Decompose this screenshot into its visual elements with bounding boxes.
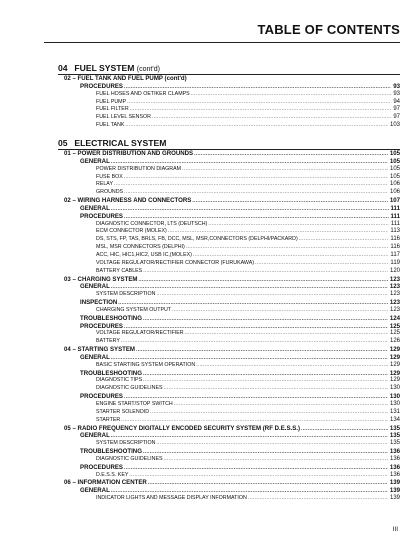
toc-entry[interactable] <box>58 448 400 456</box>
toc-entry-page: 136 <box>389 463 400 471</box>
dot-leader <box>182 166 388 174</box>
toc-entry-page: 130 <box>389 401 400 407</box>
toc-entry[interactable] <box>58 417 400 425</box>
dot-leader <box>148 480 388 488</box>
toc-entry-label: FUEL HOSES AND OETIKER CLAMPS <box>96 90 190 97</box>
toc-entry-page: 103 <box>389 122 400 129</box>
toc-entry[interactable] <box>58 205 400 213</box>
toc-entry[interactable] <box>58 213 400 221</box>
toc-entries <box>58 75 400 130</box>
toc-entry-page: 130 <box>389 385 400 392</box>
toc-entry-label: FUEL PUMP <box>96 98 127 105</box>
dot-leader <box>124 189 388 197</box>
toc-entry-page: 106 <box>389 181 400 188</box>
toc-entry[interactable] <box>58 440 400 448</box>
toc-entry-page: 123 <box>389 306 400 313</box>
toc-entry[interactable] <box>58 197 400 205</box>
toc-entry-label: POWER DISTRIBUTION DIAGRAM <box>96 165 182 172</box>
toc-entry-label: STARTER SOLENOID <box>96 408 150 415</box>
toc-entry[interactable] <box>58 432 400 440</box>
toc-entry-label: ECM CONNECTOR (MOLEX) <box>96 228 167 235</box>
toc-entry-label: 02 – FUEL TANK AND FUEL PUMP (cont'd) <box>64 75 187 82</box>
toc-entry-label: VOLTAGE REGULATOR/RECTIFIER CONNECTOR (FURUKAWA) <box>96 259 255 266</box>
toc-entry-page: 139 <box>389 479 400 487</box>
toc-entry-label: PROCEDURES <box>80 212 124 220</box>
toc-entry-label: 01 – POWER DISTRIBUTION AND GROUNDS <box>64 150 194 157</box>
toc-entry[interactable] <box>58 401 400 409</box>
dot-leader <box>168 228 389 236</box>
dot-leader <box>138 277 387 285</box>
toc-entry-label: RELAY <box>96 181 113 188</box>
toc-entry-page: 111 <box>390 204 400 212</box>
dot-leader <box>164 456 388 464</box>
toc-entry[interactable] <box>58 291 400 299</box>
section-number: 05 <box>58 138 68 148</box>
toc-entry[interactable] <box>58 174 400 182</box>
dot-leader <box>299 236 389 244</box>
toc-entry-page: 123 <box>389 283 400 291</box>
toc-section-fuel-system <box>58 63 400 130</box>
dot-leader <box>248 495 388 503</box>
toc-entry-page: 129 <box>389 369 400 377</box>
toc-entry[interactable] <box>58 393 400 401</box>
toc-entry-label: STARTER <box>96 416 121 423</box>
toc-entry[interactable] <box>58 150 400 158</box>
toc-entry[interactable] <box>58 166 400 174</box>
toc-entry[interactable] <box>58 106 400 114</box>
toc-entry-label: BASIC STARTING SYSTEM OPERATION <box>96 361 196 368</box>
toc-entry[interactable] <box>58 91 400 99</box>
dot-leader <box>143 316 388 324</box>
page-number: III <box>392 526 398 533</box>
toc-entry-label: GENERAL <box>80 204 110 212</box>
toc-entry[interactable] <box>58 236 400 244</box>
toc-entry[interactable] <box>58 472 400 480</box>
toc-entry-label: D.E.S.S. KEY <box>96 471 129 478</box>
toc-entry-label: GENERAL <box>80 487 110 495</box>
dot-leader <box>121 338 388 346</box>
toc-entry-label: GENERAL <box>80 432 110 440</box>
toc-entry-page: 97 <box>393 114 400 121</box>
section-heading <box>58 63 400 75</box>
toc-entry-page: 136 <box>389 471 400 478</box>
toc-entry-label: 04 – STARTING SYSTEM <box>64 346 135 354</box>
toc-entry-page: 116 <box>390 236 400 243</box>
toc-entry-label: TROUBLESHOOTING <box>80 314 142 322</box>
toc-entry-label: BATTERY <box>96 338 120 345</box>
dot-leader <box>152 114 391 122</box>
toc-entry[interactable] <box>58 487 400 495</box>
toc-entry-page: 126 <box>389 338 400 345</box>
toc-entry-label: PROCEDURES <box>80 463 124 471</box>
toc-entry[interactable] <box>58 189 400 197</box>
dot-leader <box>143 377 388 385</box>
section-number: 04 <box>58 63 68 73</box>
toc-entry-page: 131 <box>389 408 400 415</box>
toc-entry-page: 111 <box>390 220 400 227</box>
toc-entry-page: 105 <box>389 157 400 165</box>
dot-leader <box>129 472 388 480</box>
toc-entry-label: DIAGNOSTIC TIPS <box>96 377 143 384</box>
dot-leader <box>111 206 389 214</box>
toc-entry[interactable] <box>58 228 400 236</box>
toc-entry-label: TROUBLESHOOTING <box>80 448 142 456</box>
toc-entry-page: 125 <box>389 330 400 337</box>
toc-entry-page: 125 <box>389 322 400 330</box>
section-heading <box>58 138 400 150</box>
dot-leader <box>208 221 389 229</box>
toc-entry-page: 119 <box>390 259 400 266</box>
dot-leader <box>172 307 388 315</box>
toc-entry[interactable] <box>58 75 400 83</box>
toc-entry-label: ACC, HIC, HIC1,HIC2, USB IC,(MOLEX) <box>96 251 192 258</box>
toc-entry-page: 124 <box>389 314 400 322</box>
toc-entry-page: 134 <box>389 416 400 423</box>
section-title: FUEL SYSTEM <box>74 63 135 73</box>
toc-entry-page: 105 <box>389 165 400 172</box>
toc-entry[interactable] <box>58 354 400 362</box>
dot-leader <box>114 181 388 189</box>
toc-entry[interactable] <box>58 158 400 166</box>
toc-entry-label: GROUNDS <box>96 189 124 196</box>
dot-leader <box>156 291 388 299</box>
toc-entry-page: 120 <box>389 267 400 274</box>
toc-entry-page: 93 <box>393 82 400 90</box>
toc-entry-label: FUEL TANK <box>96 122 125 129</box>
dot-leader <box>193 252 388 260</box>
toc-entry[interactable] <box>58 409 400 417</box>
toc-section-electrical-system <box>58 138 400 503</box>
toc-entry-page: 136 <box>389 455 400 462</box>
toc-entry-page: 129 <box>389 353 400 361</box>
toc-entry[interactable] <box>58 122 400 130</box>
toc-entry[interactable] <box>58 260 400 268</box>
toc-entry[interactable] <box>58 385 400 393</box>
section-suffix: (cont'd) <box>136 66 160 73</box>
dot-leader <box>186 244 389 252</box>
toc-entry[interactable] <box>58 377 400 385</box>
toc-entry-page: 107 <box>389 197 400 205</box>
toc-entry[interactable] <box>58 252 400 260</box>
toc-entry-label: BATTERY CABLES <box>96 267 143 274</box>
toc-entry-label: 06 – INFORMATION CENTER <box>64 479 147 487</box>
toc-entry-page: 129 <box>389 346 400 354</box>
dot-leader <box>255 260 388 268</box>
dot-leader <box>121 417 388 425</box>
dot-leader <box>125 122 388 130</box>
toc-entry-label: GENERAL <box>80 157 110 165</box>
dot-leader <box>191 91 392 99</box>
toc-entry-label: FUSE BOX <box>96 173 123 180</box>
toc-entry-label: INDICATOR LIGHTS AND MESSAGE DISPLAY INFORMATION <box>96 495 247 502</box>
toc-entry-label: TROUBLESHOOTING <box>80 369 142 377</box>
toc-entry[interactable] <box>58 479 400 487</box>
toc-entry[interactable] <box>58 323 400 331</box>
toc-entry-label: SYSTEM DESCRIPTION <box>96 291 156 298</box>
toc-entry-label: MSL, MSR CONNECTORS (DELPHI) <box>96 244 185 251</box>
toc-entry-page: 139 <box>389 495 400 502</box>
page-title: TABLE OF CONTENTS <box>257 22 400 37</box>
toc-entry[interactable] <box>58 330 400 338</box>
toc-entry-page: 130 <box>389 393 400 401</box>
toc-entry-page: 135 <box>389 424 400 432</box>
toc-entry-page: 123 <box>389 299 400 307</box>
toc-entry-page: 123 <box>389 291 400 298</box>
toc-entry[interactable] <box>58 370 400 378</box>
toc-entry[interactable] <box>58 362 400 370</box>
toc-entry[interactable] <box>58 456 400 464</box>
toc-entry-page: 111 <box>390 212 400 220</box>
toc-entry-page: 123 <box>389 275 400 283</box>
toc-entry[interactable] <box>58 338 400 346</box>
dot-leader <box>174 401 388 409</box>
dot-leader <box>150 409 388 417</box>
page-header <box>0 0 416 60</box>
toc-entry-page: 113 <box>390 228 400 235</box>
section-title: ELECTRICAL SYSTEM <box>74 138 167 148</box>
toc-entry-label: 03 – CHARGING SYSTEM <box>64 275 138 283</box>
toc-entry-page: 129 <box>389 377 400 384</box>
toc-entry-page: 105 <box>389 150 400 157</box>
toc-entry-label: PROCEDURES <box>80 322 124 330</box>
toc-entry-label: 02 – WIRING HARNESS AND CONNECTORS <box>64 197 192 205</box>
dot-leader <box>124 174 388 182</box>
toc-entry-label: FUEL FILTER <box>96 106 129 113</box>
toc-entry-page: 135 <box>389 440 400 447</box>
dot-leader <box>127 99 391 107</box>
toc-entry-label: VOLTAGE REGULATOR/RECTIFIER <box>96 330 184 337</box>
dot-leader <box>136 347 388 355</box>
toc-entry-label: 05 – RADIO FREQUENCY DIGITALLY ENCODED SECURITY SYSTEM (RF D.E.S.S.) <box>64 424 301 432</box>
toc-entry[interactable] <box>58 495 400 503</box>
toc-entry[interactable] <box>58 114 400 122</box>
toc-entry[interactable] <box>58 299 400 307</box>
dot-leader <box>185 330 388 338</box>
toc-entry-label: SYSTEM DESCRIPTION <box>96 440 156 447</box>
toc-entry[interactable] <box>58 315 400 323</box>
toc-entry[interactable] <box>58 464 400 472</box>
toc-entry-label: DIAGNOSTIC GUIDELINES <box>96 385 163 392</box>
toc-entry-label: GENERAL <box>80 283 110 291</box>
toc-entry-page: 105 <box>389 173 400 180</box>
toc-entry-label: PROCEDURES <box>80 82 124 90</box>
toc-entry-label: CHARGING SYSTEM OUTPUT <box>96 306 172 313</box>
toc-entry-page: 135 <box>389 432 400 440</box>
toc-entry-page: 136 <box>389 448 400 456</box>
toc-entry-page: 139 <box>389 487 400 495</box>
toc-entry-label: ENGINE START/STOP SWITCH <box>96 401 173 407</box>
toc-entry-page: 117 <box>390 251 400 258</box>
toc-entries <box>58 150 400 503</box>
dot-leader <box>156 440 388 448</box>
toc-entry[interactable] <box>58 268 400 276</box>
toc-entry-label: PROCEDURES <box>80 393 124 401</box>
toc-entry[interactable] <box>58 346 400 354</box>
toc-entry-label: FUEL LEVEL SENSOR <box>96 114 151 121</box>
toc-entry-page: 97 <box>393 106 400 113</box>
toc-entry[interactable] <box>58 425 400 433</box>
toc-entry-label: DS, STS, FP, TAS, BRLS, FB, DCC, MSL, MSR,CONNECTORS (DELPHI/PACKARD) <box>96 236 298 243</box>
dot-leader <box>196 362 388 370</box>
toc-entry-label: DIAGNOSTIC CONNECTOR, LTS (DEUTSCH) <box>96 220 208 227</box>
toc-entry[interactable] <box>58 244 400 252</box>
header-rule <box>44 42 400 43</box>
dot-leader <box>164 385 388 393</box>
toc-entry[interactable] <box>58 83 400 91</box>
dot-leader <box>301 426 388 434</box>
toc-entry-page: 129 <box>389 361 400 368</box>
toc-entry-page: 116 <box>390 244 400 251</box>
toc-entry-label: DIAGNOSTIC GUIDELINES <box>96 455 163 462</box>
toc-entry-page: 93 <box>393 90 400 97</box>
toc-entry[interactable] <box>58 276 400 284</box>
toc-entry[interactable] <box>58 283 400 291</box>
dot-leader <box>143 268 388 276</box>
toc-entry[interactable] <box>58 99 400 107</box>
toc-entry[interactable] <box>58 221 400 229</box>
toc-entry-label: INSPECTION <box>80 299 118 307</box>
dot-leader <box>192 198 388 206</box>
dot-leader <box>194 151 388 159</box>
dot-leader <box>130 106 392 114</box>
toc-entry-page: 106 <box>389 189 400 196</box>
toc-entry-page: 94 <box>393 98 400 105</box>
toc-entry-label: GENERAL <box>80 353 110 361</box>
toc-entry[interactable] <box>58 307 400 315</box>
toc-entry[interactable] <box>58 181 400 189</box>
